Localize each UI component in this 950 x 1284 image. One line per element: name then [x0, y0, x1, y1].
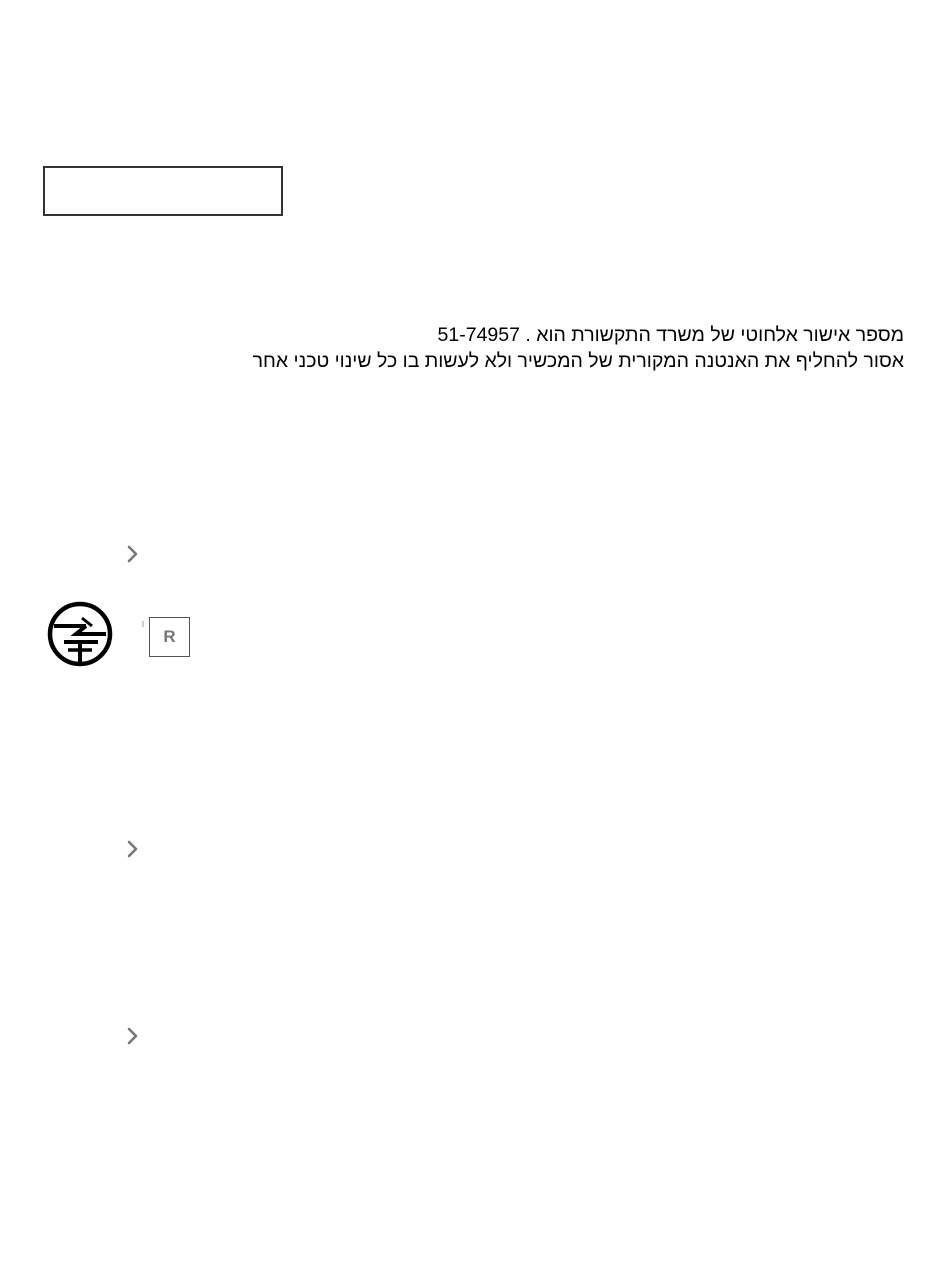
- chevron-right-icon[interactable]: [124, 545, 140, 563]
- approval-number-text: מספר אישור אלחוטי של משרד התקשורת הוא . 51-74957: [437, 324, 904, 346]
- chevron-right-icon[interactable]: [124, 840, 140, 858]
- separator-tick: [142, 621, 144, 627]
- chevron-right-icon[interactable]: [124, 1027, 140, 1045]
- antenna-warning-text: אסור להחליף את האנטנה המקורית של המכשיר ולא לעשות בו כל שינוי טכני אחר: [252, 350, 904, 372]
- empty-field-box: [43, 166, 283, 216]
- israel-wireless-approval-notice: [184, 322, 904, 374]
- r-mark-label: R: [163, 627, 176, 646]
- r-certification-mark: [149, 617, 190, 657]
- telec-giteki-mark-icon: [46, 600, 114, 668]
